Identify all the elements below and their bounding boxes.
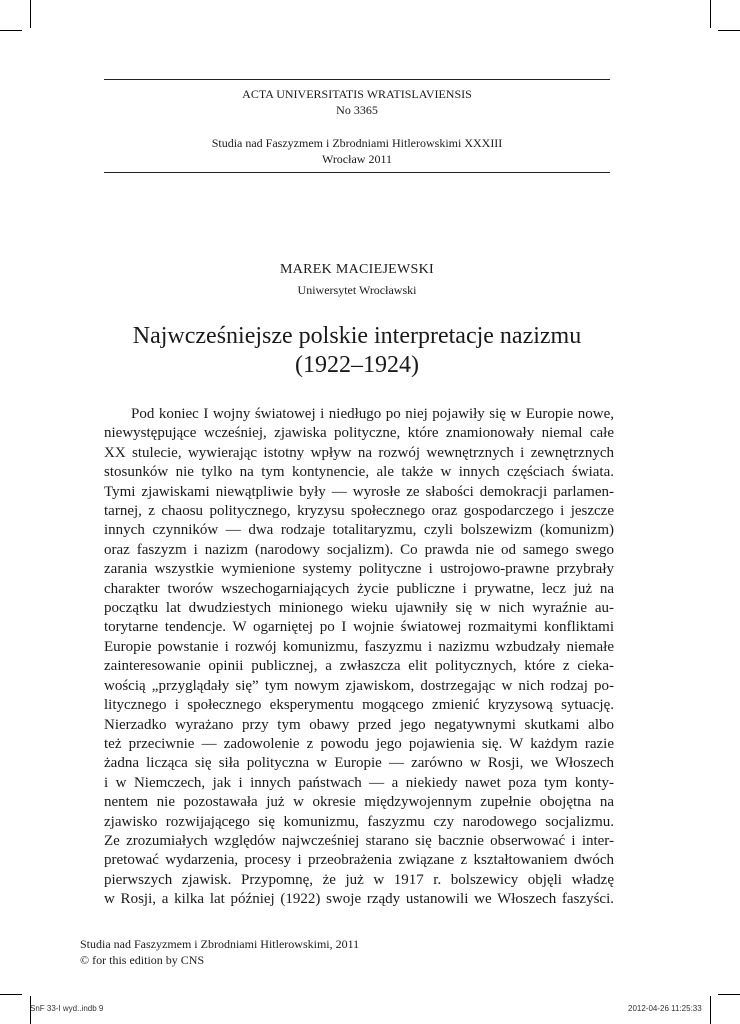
body-line: oraz faszyzm i nazizm (narodowy socjalizm). Co prawda nie od samego swego — [104, 541, 614, 558]
body-line: wością „przyglądały się” tym nowym zjawiskom, dostrzegając w nich rodzaj po- — [104, 677, 614, 694]
body-line: XX stulecie, wywierając istotny wpływ na rozwój wewnętrznych i zewnętrznych — [104, 444, 614, 461]
body-line: początku lat dwudziestych minionego wieku ujawniły się w nich wyraźnie au- — [104, 600, 614, 617]
body-line: Europie powstanie i rozwój komunizmu, faszyzmu i nazizmu wzbudzały niemałe — [104, 638, 614, 655]
body-line: charakter tworów wszechogarniających życie publiczne i prywatne, lecz już na — [104, 580, 614, 597]
crop-mark-top-left-v — [30, 0, 31, 28]
crop-mark-top-left-h — [0, 30, 22, 31]
author-name: MAREK MACIEJEWSKI — [279, 262, 435, 277]
body-line: zjawisko rozwijającego się komunizmu, faszyzmu czy narodowego socjalizmu. — [104, 813, 614, 830]
crop-mark-top-right-v — [710, 0, 711, 28]
header-rule-bottom — [104, 172, 610, 173]
body-line: litycznego i społecznego eksperymentu mogącego zmienić kryzysową sytuację. — [104, 697, 614, 714]
article-title-line-2: (1922–1924) — [295, 352, 419, 378]
body-line: też przeciwnie — zadowolenie z powodu jego pojawienia się. W każdym razie — [104, 735, 614, 752]
body-line: Ze zrozumiałych względów najwcześniej starano się bacznie obserwować i inter- — [104, 832, 614, 849]
place-year: Wrocław 2011 — [321, 152, 393, 166]
header-rule-top — [104, 79, 610, 80]
body-line: pierwszych zjawisk. Przypomnę, że już w 1917 r. bolszewicy objęli władzę — [104, 871, 614, 888]
series-title: Studia nad Faszyzmem i Zbrodniami Hitlerowskimi XXXIII — [211, 136, 503, 150]
body-line: zainteresowanie opinii publicznej, a zwłaszcza elit politycznych, które z cieka- — [104, 658, 614, 675]
body-line: i w Niemczech, jak i innych państwach — a niekiedy nawet poza tym konty- — [104, 774, 614, 791]
body-line: zarania wszystkie wymienione systemy polityczne i ustrojowo-prawne przybrały — [104, 561, 614, 578]
footer-copyright: © for this edition by CNS — [80, 953, 205, 967]
journal-name: ACTA UNIVERSITATIS WRATISLAVIENSIS — [242, 87, 472, 101]
journal-number: No 3365 — [336, 103, 378, 117]
crop-mark-bottom-left-h — [0, 994, 22, 995]
crop-mark-bottom-right-v — [710, 996, 711, 1024]
body-line: Tymi zjawiskami niewątpliwie były — wyrosłe ze słabości demokracji parlamen- — [104, 483, 614, 500]
author-affiliation: Uniwersytet Wrocławski — [297, 283, 417, 297]
body-line: stosunków nie tylko na tym kontynencie, ale także w innych częściach świata. — [104, 464, 614, 481]
crop-mark-bottom-right-h — [718, 994, 740, 995]
body-line: niewystępujące wcześniej, zjawiska polityczne, które znamionowały niemal całe — [104, 425, 614, 442]
body-line: innych czynników — dwa rodzaje totalitaryzmu, czyli bolszewizm (komunizm) — [104, 522, 614, 539]
slug-filename: SnF 33-I wyd..indb 9 — [30, 1004, 104, 1013]
slug-datetime: 2012-04-26 11:25:33 — [628, 1004, 702, 1013]
body-line: tarnej, z chaosu politycznego, kryzysu społecznego oraz gospodarczego i jeszcze — [104, 503, 614, 520]
footer-journal: Studia nad Faszyzmem i Zbrodniami Hitlerowskimi, 2011 — [80, 937, 360, 951]
body-line: torytarne tendencje. W ogarniętej po I wojnie światowej rozmaitymi konfliktami — [104, 619, 614, 636]
body-line: Pod koniec I wojny światowej i niedługo po niej pojawiły się w Europie nowe, — [131, 406, 614, 422]
article-title-line-1: Najwcześniejsze polskie interpretacje nazizmu — [132, 323, 582, 349]
body-line: żadna licząca się siła polityczna w Europie — zarówno w Rosji, we Włoszech — [104, 755, 614, 772]
body-line: w Rosji, a kilka lat później (1922) swoje rządy ustanowili we Włoszech faszyści. — [104, 891, 614, 908]
body-line: nentem nie pozostawała już w okresie międzywojennym zupełnie obojętna na — [104, 794, 614, 811]
crop-mark-top-right-h — [718, 30, 740, 31]
body-paragraph — [104, 405, 614, 910]
body-line: pretować wydarzenia, procesy i przeobrażenia związane z kształtowaniem dwóch — [104, 852, 614, 869]
body-line: Nierzadko wyrażano przy tym obawy przed jego negatywnymi skutkami albo — [104, 716, 614, 733]
